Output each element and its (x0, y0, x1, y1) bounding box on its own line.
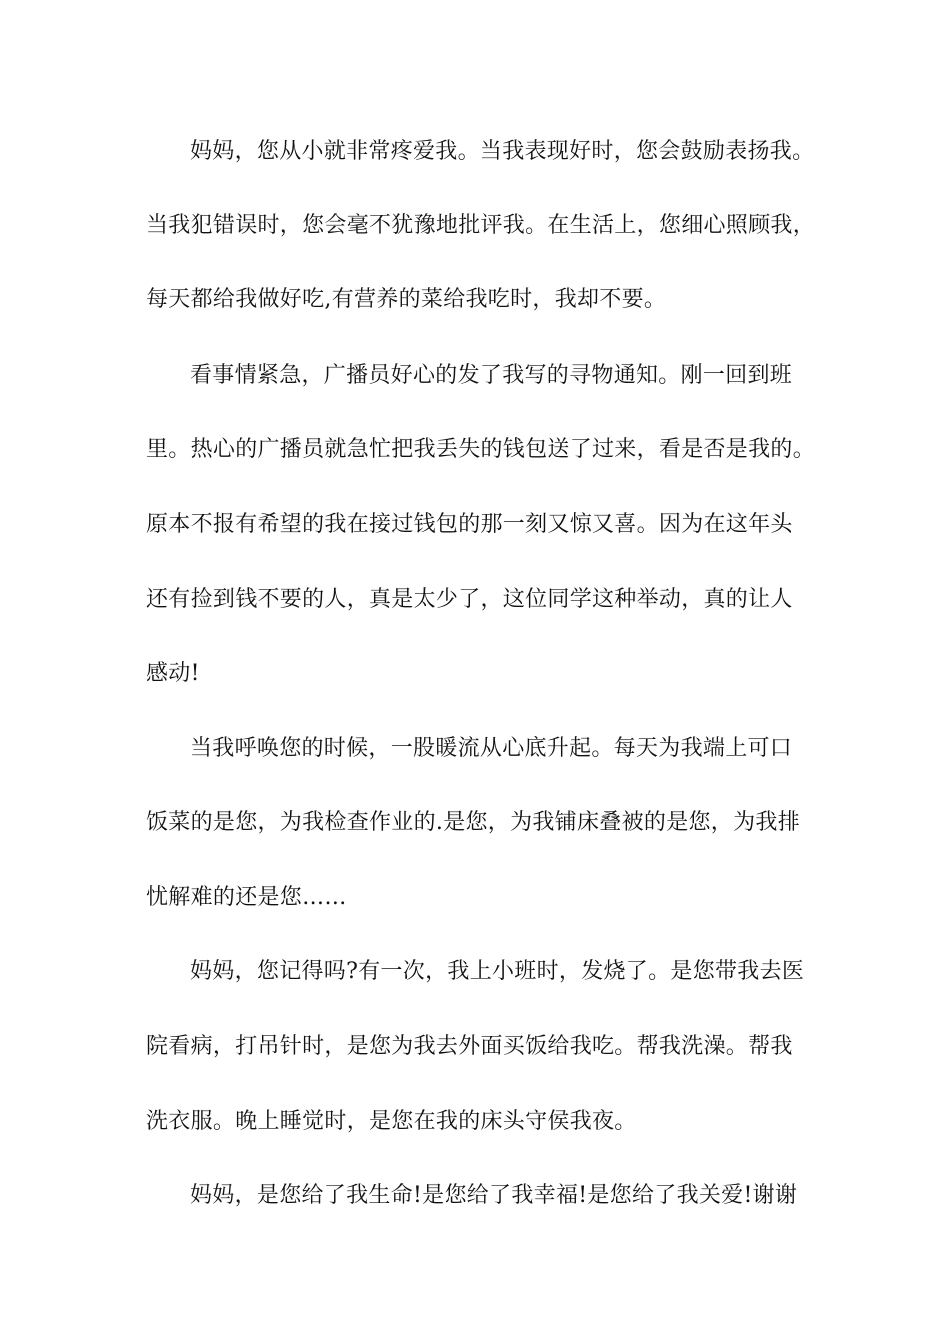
paragraph-1-line-1: 妈妈，您从小就非常疼爱我。当我表现好时，您会鼓励表扬我。 (190, 139, 815, 164)
paragraph-3-line-2: 饭菜的是您，为我检查作业的.是您，为我铺床叠被的是您，为我排 (146, 810, 800, 835)
paragraph-3-line-3: 忧解难的还是您…… (146, 885, 347, 910)
paragraph-4-line-2: 院看病，打吊针时，是您为我去外面买饭给我吃。帮我洗澡。帮我 (146, 1034, 793, 1059)
paragraph-2-line-3: 原本不报有希望的我在接过钱包的那一刻又惊又喜。因为在这年头 (146, 512, 793, 537)
paragraph-4-line-1: 妈妈，您记得吗?有一次，我上小班时，发烧了。是您带我去医 (190, 959, 805, 984)
paragraph-2-line-4: 还有捡到钱不要的人，真是太少了，这位同学这种举动，真的让人 (146, 587, 793, 612)
paragraph-5-line-1: 妈妈，是您给了我生命!是您给了我幸福!是您给了我关爱!谢谢 (190, 1183, 798, 1208)
paragraph-2-line-1: 看事情紧急，广播员好心的发了我写的寻物通知。刚一回到班 (190, 363, 793, 388)
paragraph-2-line-5: 感动! (146, 661, 200, 686)
paragraph-1-line-2: 当我犯错误时，您会毫不犹豫地批评我。在生活上，您细心照顾我， (146, 213, 816, 238)
paragraph-1-line-3: 每天都给我做好吃,有营养的菜给我吃时，我却不要。 (146, 287, 667, 312)
paragraph-2-line-2: 里。热心的广播员就急忙把我丢失的钱包送了过来，看是否是我的。 (146, 437, 816, 462)
paragraph-4-line-3: 洗衣服。晚上睡觉时，是您在我的床头守侯我夜。 (146, 1109, 637, 1134)
paragraph-3-line-1: 当我呼唤您的时候，一股暖流从心底升起。每天为我端上可口 (190, 736, 793, 761)
